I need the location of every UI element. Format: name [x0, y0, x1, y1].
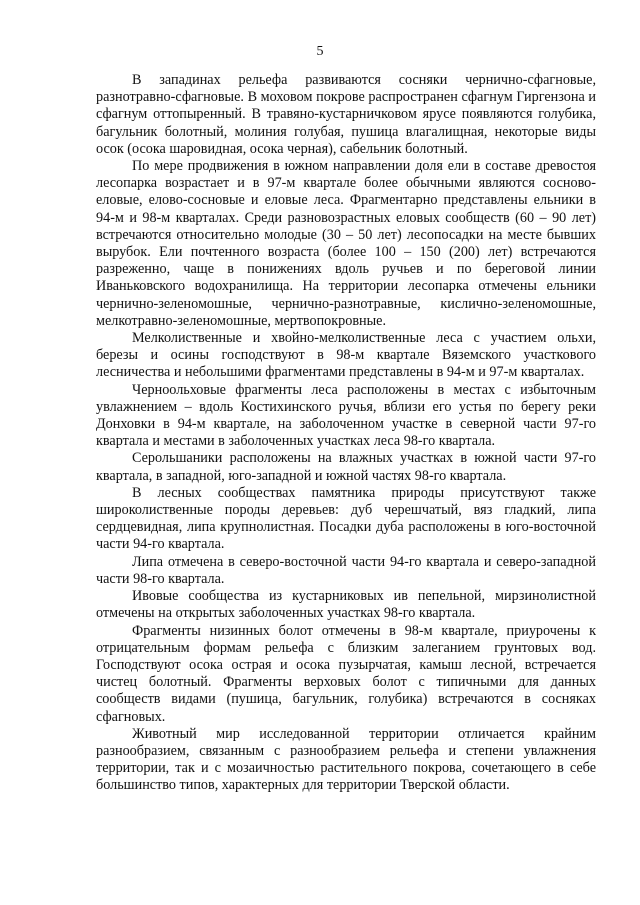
paragraph-bogs: Фрагменты низинных болот отмечены в 98-м квартале, приурочены к отрицательным формам рельефа с близким залеганием грунтовых вод. Господствуют осока острая и осока пузырчатая, камыш лесной, встречается чистец болотный. Фрагменты верховых болот с типичными для данных сообществ видами (пушица, багульник, голубика) встречаются в сосняках сфагновых. — [96, 622, 596, 725]
paragraph-sphagnum-pine: В западинах рельефа развиваются сосняки чернично-сфагновые, разнотравно-сфагновые. В моховом покрове распространен сфагнум Гиргензона и сфагнум оттопыренный. В травяно-кустарничковом ярусе появляются голубика, багульник болотный, молиния голубая, пушица влагалищная, некоторые виды осок (осока шаровидная, осока черная), сабельник болотный. — [96, 72, 596, 157]
paragraph-linden: Липа отмечена в северо-восточной части 94-го квартала и северо-западной части 98-го квартала. — [96, 553, 596, 587]
paragraph-small-leaved-forests: Мелколиственные и хвойно-мелколиственные леса с участием ольхи, березы и осины господствуют в 98-м квартале Вяземского участкового лесничества и небольшими фрагментами представлены в 94-м и 97-м кварталах. — [96, 330, 596, 381]
page-number: 5 — [316, 44, 324, 59]
paragraph-grey-alder: Серольшаники расположены на влажных участках в южной части 97-го квартала, в западной, юго-западной и южной частях 98-го квартала. — [96, 450, 596, 484]
document-body — [96, 72, 596, 795]
paragraph-spruce-forests: По мере продвижения в южном направлении доля ели в составе древостоя лесопарка возрастает и в 97-м квартале более обычными являются сосново-еловые, елово-сосновые и еловые леса. Фрагментарно представлены ельники в 94-м и 98-м кварталах. Среди разновозрастных еловых сообществ (60 – 90 лет) встречаются относительно молодые (30 – 50 лет) лесопосадки на месте бывших вырубок. Ели почтенного возраста (более 100 – 150 (200) лет) встречаются разреженно, чаще в понижениях вдоль ручьев и по береговой линии Иваньковского водохранилища. На территории лесопарка отмечены ельники чернично-зеленомошные, чернично-разнотравные, кислично-зеленомошные, мелкотравно-зеленомошные, мертвопокровные. — [96, 158, 596, 329]
paragraph-broadleaf-trees: В лесных сообществах памятника природы присутствуют также широколиственные породы деревьев: дуб черешчатый, вяз гладкий, липа сердцевидная, липа крупнолистная. Посадки дуба расположены в юго-восточной части 94-го квартала. — [96, 484, 596, 553]
paragraph-willow: Ивовые сообщества из кустарниковых ив пепельной, мирзинолистной отмечены на открытых заболоченных участках 98-го квартала. — [96, 588, 596, 622]
paragraph-fauna: Животный мир исследованной территории отличается крайним разнообразием, связанным с разнообразием рельефа и степени увлажнения территории, так и с мозаичностью растительного покрова, сочетающего в себе большинство типов, характерных для территории Тверской области. — [96, 725, 596, 794]
paragraph-black-alder: Черноольховые фрагменты леса расположены в местах с избыточным увлажнением – вдоль Костихинского ручья, вблизи его устья по берегу реки Донховки в 94-м квартале, на заболоченном участке в северной части 97-го квартала и местами в заболоченных участках леса 98-го квартала. — [96, 381, 596, 450]
